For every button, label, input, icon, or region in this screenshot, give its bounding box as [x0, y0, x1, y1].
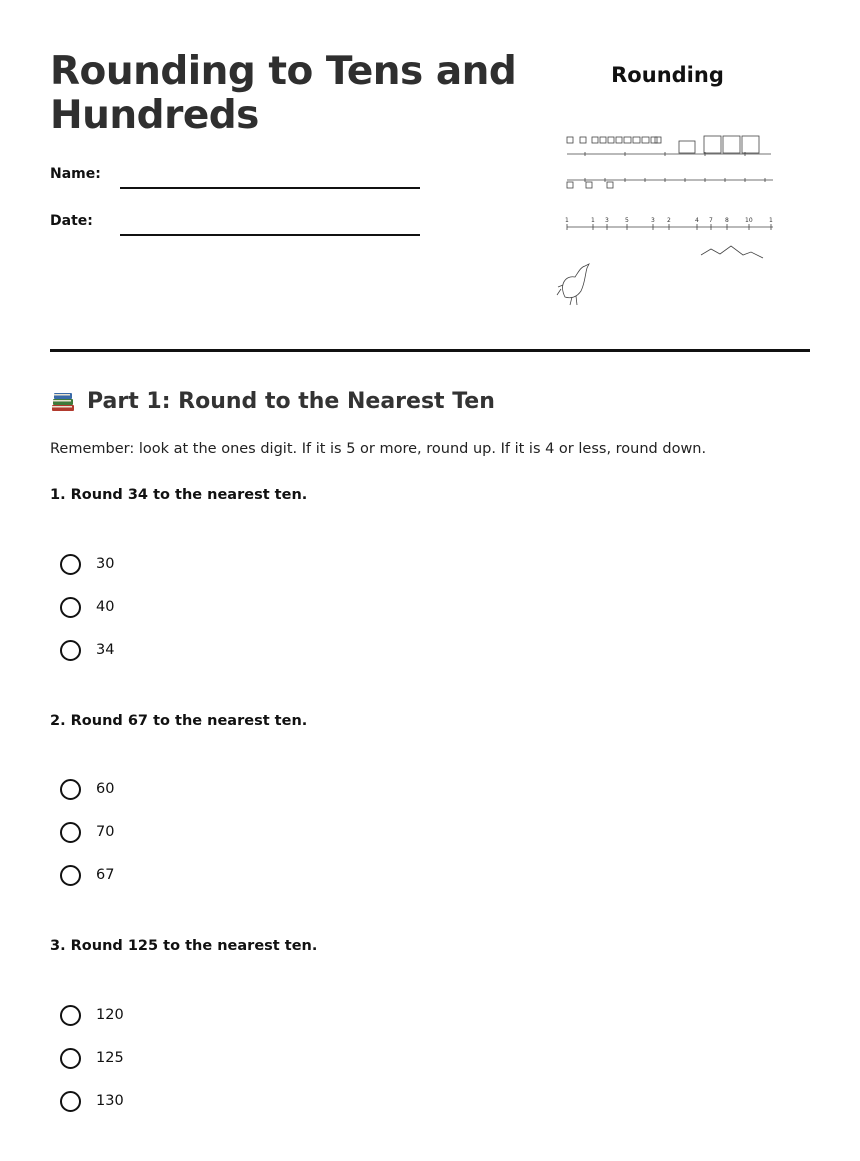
radio-button[interactable]: [60, 865, 81, 886]
scale-number: 5: [625, 217, 629, 224]
q3-option-2[interactable]: [60, 1045, 124, 1071]
question-1: 1. Round 34 to the nearest ten.: [50, 487, 308, 503]
question-2: 2. Round 67 to the nearest ten.: [50, 713, 308, 729]
scale-number: 4: [695, 217, 699, 224]
scale-number: 7: [709, 217, 713, 224]
radio-button[interactable]: [60, 554, 81, 575]
rounding-illustration: [545, 55, 790, 315]
scale-number: 8: [725, 217, 729, 224]
option-label: 30: [96, 556, 115, 572]
option-label: 125: [96, 1050, 124, 1066]
radio-button[interactable]: [60, 1091, 81, 1112]
q1-option-1[interactable]: [60, 551, 114, 577]
instructions-text: Remember: look at the ones digit. If it is 5 or more, round up. If it is 4 or less, round down.: [50, 441, 707, 457]
q2-option-3[interactable]: [60, 862, 114, 888]
date-field[interactable]: [120, 234, 420, 236]
date-label: Date:: [50, 213, 93, 229]
option-label: 40: [96, 599, 115, 615]
radio-button[interactable]: [60, 1005, 81, 1026]
option-label: 70: [96, 824, 115, 840]
radio-button[interactable]: [60, 1048, 81, 1069]
q1-option-2[interactable]: [60, 594, 114, 620]
part1-heading-text: Part 1: Round to the Nearest Ten: [87, 388, 495, 414]
option-label: 60: [96, 781, 115, 797]
radio-button[interactable]: [60, 822, 81, 843]
illustration-title: Rounding: [611, 63, 724, 87]
q1-option-3[interactable]: [60, 637, 114, 663]
number-line-sketch: [545, 125, 790, 315]
part1-heading: [50, 388, 495, 414]
radio-button[interactable]: [60, 779, 81, 800]
option-label: 67: [96, 867, 115, 883]
name-label: Name:: [50, 166, 101, 182]
scale-number: 1: [769, 217, 773, 224]
scale-number: 10: [745, 217, 753, 224]
books-icon: [50, 388, 76, 414]
q2-option-2[interactable]: [60, 819, 114, 845]
name-field[interactable]: [120, 187, 420, 189]
option-label: 34: [96, 642, 115, 658]
q3-option-1[interactable]: [60, 1002, 124, 1028]
scale-number: 1: [591, 217, 595, 224]
q2-option-1[interactable]: [60, 776, 114, 802]
question-3: 3. Round 125 to the nearest ten.: [50, 938, 318, 954]
section-divider: [50, 349, 810, 352]
scale-number: 3: [651, 217, 655, 224]
radio-button[interactable]: [60, 640, 81, 661]
scale-number: 3: [605, 217, 609, 224]
q3-option-3[interactable]: [60, 1088, 124, 1114]
option-label: 130: [96, 1093, 124, 1109]
scale-number: 2: [667, 217, 671, 224]
radio-button[interactable]: [60, 597, 81, 618]
scale-number: 1: [565, 217, 569, 224]
worksheet-title: Rounding to Tens and Hundreds: [50, 49, 517, 138]
option-label: 120: [96, 1007, 124, 1023]
